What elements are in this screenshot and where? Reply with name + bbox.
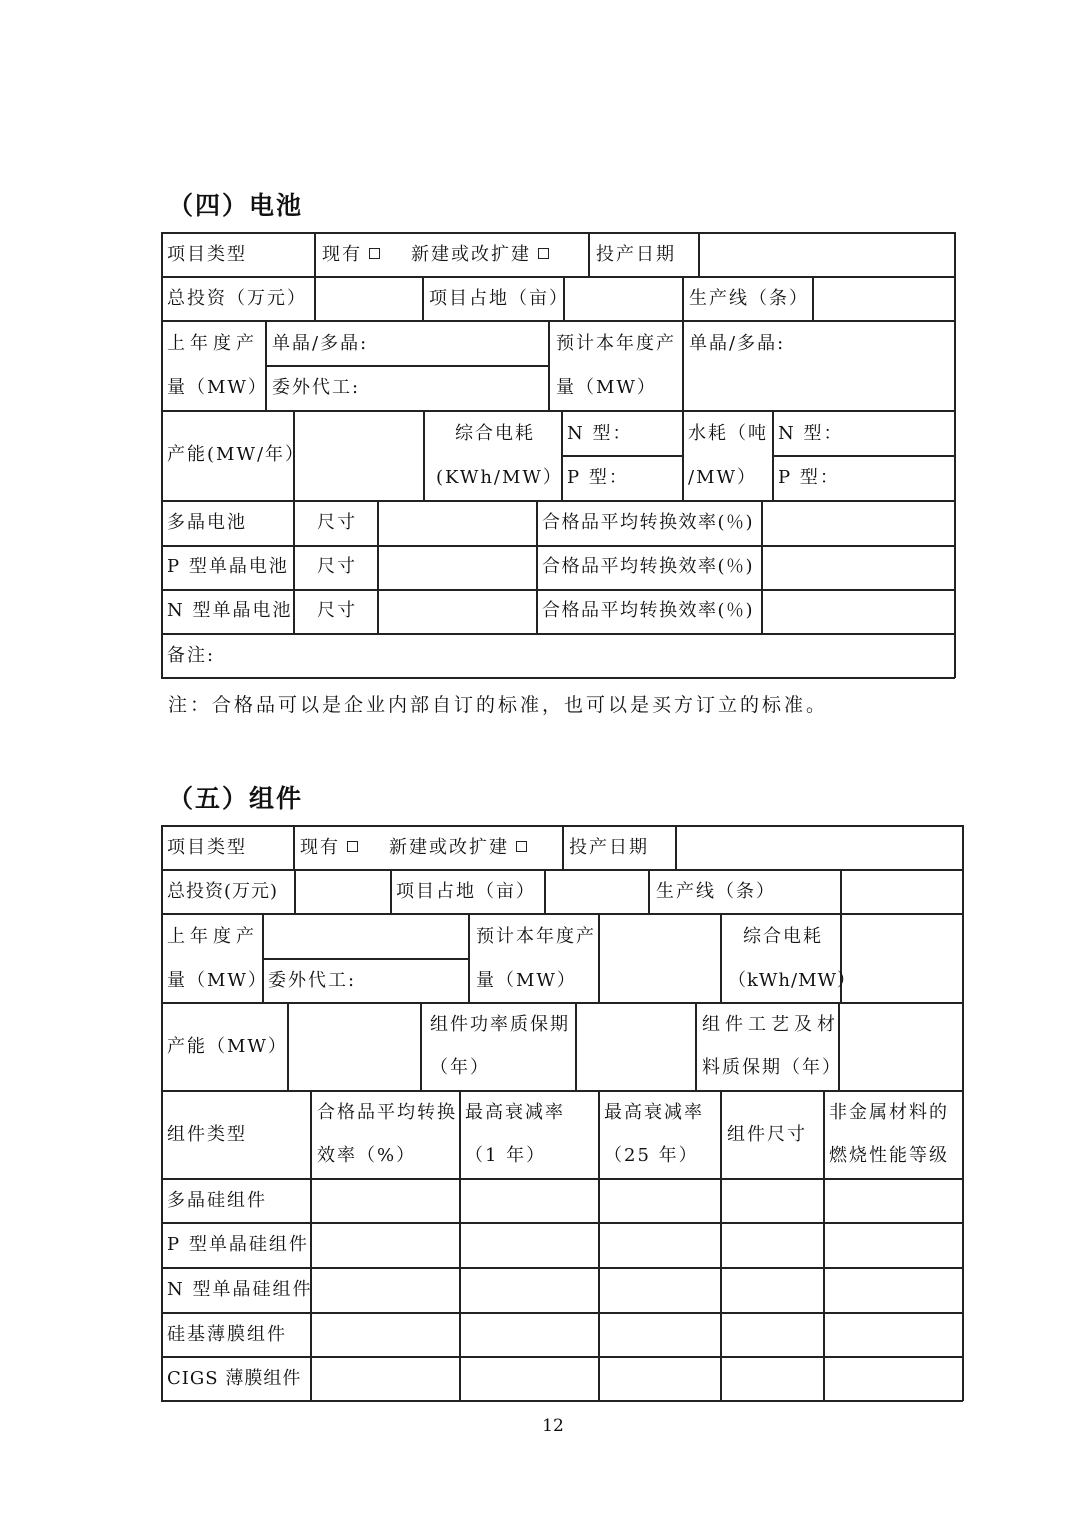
- table4-hline: [161, 633, 955, 635]
- battery-row-name: 多晶电池: [167, 512, 247, 533]
- table4-vline: [314, 232, 316, 276]
- size-label: 尺寸: [317, 512, 357, 533]
- table4-vline: [422, 276, 424, 320]
- land-area-label: 项目占地（亩）: [429, 288, 569, 309]
- material-warranty-label: 组件工艺及材: [702, 1014, 840, 1035]
- project-type-label: 项目类型: [167, 837, 247, 858]
- column-header: 最高衰减率: [465, 1102, 565, 1123]
- table4-vline: [423, 410, 425, 500]
- water-consumption-unit: /MW）: [688, 467, 757, 488]
- last-year-output-label: 量（MW）: [167, 970, 268, 991]
- expected-mono-poly-label: 单晶/多晶:: [689, 333, 786, 354]
- material-warranty-label: 料质保期（年）: [702, 1057, 842, 1078]
- expected-output-label: 量（MW）: [476, 970, 577, 991]
- expected-output-label: 预计本年度产: [556, 333, 676, 354]
- table5-vline: [598, 913, 600, 1002]
- module-row-name: N 型单晶硅组件: [167, 1279, 313, 1300]
- table5-vline: [562, 825, 564, 869]
- table5-vline: [823, 1090, 825, 1400]
- n-type-label: N 型：: [567, 423, 633, 444]
- start-date-label: 投产日期: [596, 244, 676, 265]
- table5-hline: [161, 1267, 963, 1269]
- table4-border-right: [954, 232, 956, 678]
- table5-vline: [459, 1090, 461, 1400]
- water-consumption-label: 水耗（吨: [688, 423, 768, 444]
- new-or-expand-label: 新建或改扩建: [411, 244, 531, 265]
- column-header: 非金属材料的: [829, 1102, 949, 1123]
- mono-poly-label: 单晶/多晶:: [272, 333, 369, 354]
- table4-vline: [377, 500, 379, 633]
- column-header: 组件尺寸: [727, 1124, 807, 1145]
- power-consumption-label: 综合电耗: [743, 926, 823, 947]
- table5-border-bottom: [161, 1400, 963, 1402]
- total-investment-label: 总投资（万元）: [167, 288, 307, 309]
- table5-hline: [161, 1356, 963, 1358]
- table4-vline: [536, 500, 538, 633]
- new-or-expand-label: 新建或改扩建: [389, 837, 509, 858]
- table4-vline: [682, 276, 684, 320]
- table5-hline: [161, 1222, 963, 1224]
- column-header: 合格品平均转换: [317, 1102, 457, 1123]
- efficiency-label: 合格品平均转换效率(％): [542, 556, 755, 577]
- table4-hline: [161, 320, 955, 322]
- column-header: （25 年）: [604, 1145, 699, 1166]
- table5-border-right: [962, 825, 964, 1401]
- new-or-expand-option[interactable]: [411, 244, 549, 266]
- new-or-expand-option[interactable]: [389, 837, 527, 859]
- table4-hline: [561, 455, 682, 457]
- table4-vline: [761, 500, 763, 633]
- table5-vline: [294, 869, 296, 913]
- table5-vline: [468, 913, 470, 1002]
- efficiency-label: 合格品平均转换效率(％): [542, 512, 755, 533]
- table5-hline: [262, 958, 468, 960]
- existing-label: 现有: [322, 244, 362, 265]
- table4-vline: [314, 276, 316, 320]
- table4-vline: [293, 500, 295, 633]
- capacity-label: 产能（MW）: [167, 1036, 288, 1057]
- expected-output-label: 量（MW）: [556, 377, 657, 398]
- table4-vline: [698, 232, 700, 276]
- table5-vline: [390, 869, 392, 913]
- water-p-type-label: P 型：: [778, 467, 840, 488]
- page-number: 12: [542, 1416, 564, 1436]
- table5-vline: [695, 1002, 697, 1090]
- table5-vline: [648, 869, 650, 913]
- total-investment-label: 总投资(万元): [167, 881, 279, 902]
- table5-hline: [161, 913, 963, 915]
- table5-vline: [293, 825, 295, 869]
- module-row-name: CIGS 薄膜组件: [167, 1368, 302, 1389]
- table4-hline: [161, 545, 955, 547]
- table5-hline: [161, 1178, 963, 1180]
- battery-row-name: N 型单晶电池: [167, 600, 293, 621]
- power-warranty-unit: （年）: [430, 1057, 490, 1078]
- size-label: 尺寸: [317, 600, 357, 621]
- table5-border-left: [161, 825, 163, 1401]
- table5-vline: [544, 869, 546, 913]
- table4-border-bottom: [161, 677, 955, 679]
- table4-vline: [772, 410, 774, 500]
- table4-vline: [812, 276, 814, 320]
- table4-hline: [161, 410, 955, 412]
- column-header: 效率（%）: [317, 1145, 417, 1166]
- table4-hline: [772, 455, 955, 457]
- table4-border-left: [161, 232, 163, 678]
- last-year-output-label: 上年度产: [167, 926, 259, 947]
- table4-vline: [682, 410, 684, 500]
- power-consumption-unit: （kWh/MW）: [728, 970, 856, 991]
- p-type-label: P 型：: [567, 467, 629, 488]
- new-or-expand-checkbox[interactable]: [538, 248, 549, 259]
- project-type-label: 项目类型: [167, 244, 247, 265]
- efficiency-label: 合格品平均转换效率(％): [542, 600, 755, 621]
- table5-vline: [598, 1090, 600, 1400]
- table5-vline: [575, 1002, 577, 1090]
- module-row-name: 硅基薄膜组件: [167, 1324, 287, 1345]
- existing-option[interactable]: [300, 837, 358, 859]
- table5-vline: [675, 825, 677, 869]
- column-header: （1 年）: [465, 1145, 547, 1166]
- table4-vline: [548, 320, 550, 410]
- table4-vline: [682, 320, 684, 410]
- outsourced-label: 委外代工:: [268, 970, 357, 991]
- table4-hline: [161, 589, 955, 591]
- land-area-label: 项目占地（亩）: [396, 881, 536, 902]
- power-consumption-label: 综合电耗: [455, 423, 535, 444]
- existing-option[interactable]: [322, 244, 380, 266]
- start-date-label: 投产日期: [569, 837, 649, 858]
- table5-vline: [720, 913, 722, 1002]
- section5-heading: （五）组件: [168, 784, 304, 813]
- table4-hline: [265, 365, 548, 367]
- column-header: 燃烧性能等级: [829, 1145, 949, 1166]
- last-year-output-label: 量（MW）: [167, 377, 268, 398]
- existing-checkbox[interactable]: [347, 841, 358, 852]
- size-label: 尺寸: [317, 556, 357, 577]
- module-row-name: P 型单晶硅组件: [167, 1234, 309, 1255]
- table4-hline: [161, 500, 955, 502]
- power-warranty-label: 组件功率质保期: [430, 1014, 570, 1035]
- table4-border-top: [161, 232, 955, 234]
- module-row-name: 多晶硅组件: [167, 1190, 267, 1211]
- section4-heading: （四）电池: [168, 191, 304, 220]
- new-or-expand-checkbox[interactable]: [516, 841, 527, 852]
- existing-checkbox[interactable]: [369, 248, 380, 259]
- production-lines-label: 生产线（条）: [689, 288, 809, 309]
- table5-vline: [310, 1090, 312, 1400]
- table4-vline: [588, 232, 590, 276]
- column-header: 组件类型: [167, 1124, 247, 1145]
- table5-vline: [720, 1090, 722, 1400]
- table5-hline: [161, 869, 963, 871]
- battery-row-name: P 型单晶电池: [167, 556, 289, 577]
- column-header: 最高衰减率: [604, 1102, 704, 1123]
- existing-label: 现有: [300, 837, 340, 858]
- outsourced-label: 委外代工:: [272, 377, 361, 398]
- table5-vline: [420, 1002, 422, 1090]
- water-n-type-label: N 型：: [778, 423, 844, 444]
- expected-output-label: 预计本年度产: [476, 926, 596, 947]
- table5-hline: [161, 1002, 963, 1004]
- table5-hline: [161, 1090, 963, 1092]
- power-consumption-unit: (KWh/MW）: [436, 467, 563, 488]
- last-year-output-label: 上年度产: [167, 333, 259, 354]
- capacity-label: 产能(MW/年）: [167, 444, 306, 465]
- production-lines-label: 生产线（条）: [656, 881, 776, 902]
- remarks-label: 备注:: [167, 645, 216, 666]
- table5-vline: [840, 869, 842, 913]
- footnote: 注：合格品可以是企业内部自订的标准，也可以是买方订立的标准。: [168, 694, 829, 716]
- table4-hline: [161, 276, 955, 278]
- table5-hline: [161, 1312, 963, 1314]
